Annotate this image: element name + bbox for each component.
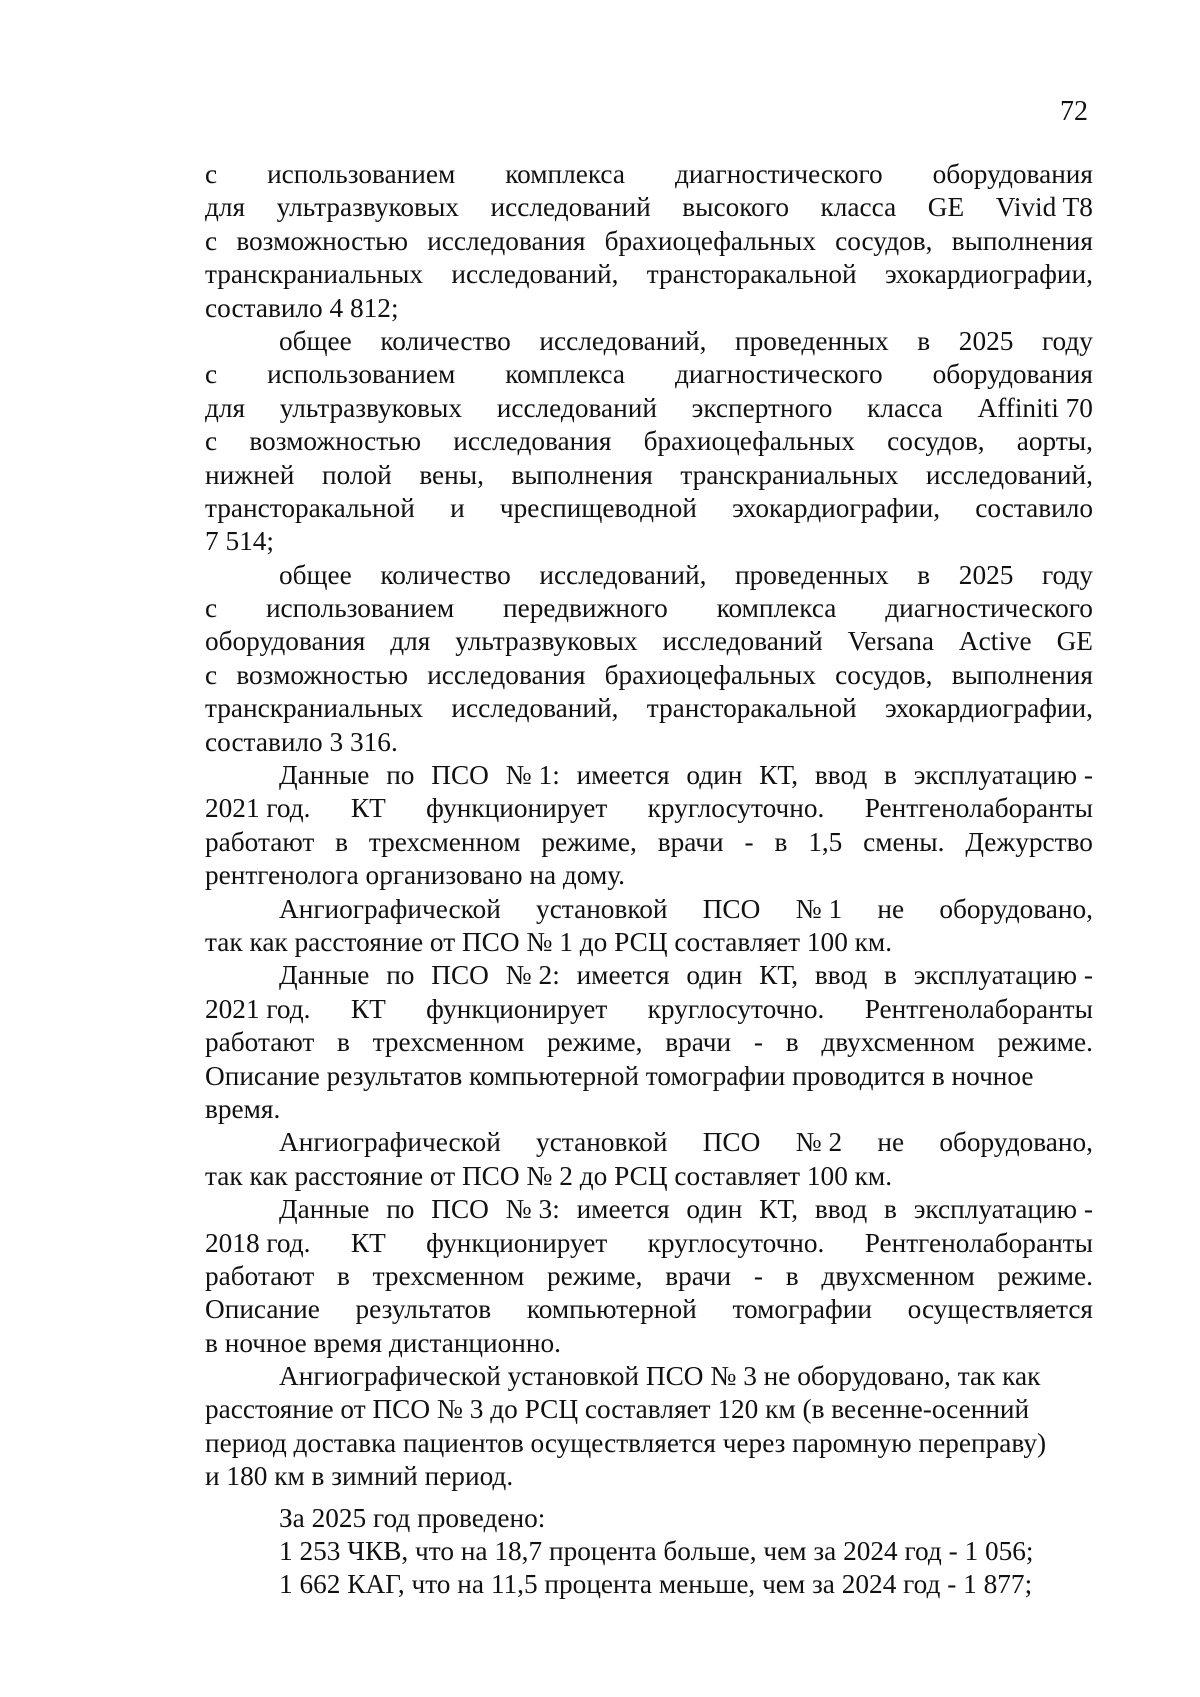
text-line: [205, 1126, 1093, 1159]
text-word: режиме,: [547, 1260, 643, 1291]
text-word: КТ: [350, 1227, 386, 1258]
text-line: [205, 158, 1093, 191]
text-word: году: [1042, 559, 1093, 590]
text-word: GE: [927, 192, 965, 223]
text-word: выполнения: [511, 459, 653, 490]
text-word: по: [386, 960, 415, 991]
text-word: возможностью: [236, 659, 408, 690]
text-word: по: [386, 760, 415, 791]
text-word: Ангиографической: [279, 1127, 501, 1158]
text-word: с: [205, 593, 218, 624]
text-word: не: [877, 893, 905, 924]
text-line: [205, 1060, 1093, 1093]
text-word: с: [205, 659, 218, 690]
text-line: [205, 893, 1093, 926]
text-word: так как расстояние от ПСО № 1 до РСЦ составляет 100 км.: [205, 926, 893, 957]
text-word: в: [774, 826, 788, 857]
text-word: оборудования: [205, 626, 366, 657]
text-word: трансторакальной: [646, 259, 857, 290]
text-word: для: [205, 192, 246, 223]
text-word: работают: [205, 1260, 315, 1291]
text-word: № 3:: [505, 1194, 560, 1225]
text-word: Affiniti 70: [977, 392, 1093, 423]
text-word: результатов: [355, 1294, 492, 1325]
text-word: расстояние от ПСО № 3 до РСЦ составляет 120 км (в весенне-осенний: [205, 1394, 1030, 1425]
text-word: возможностью: [236, 225, 408, 256]
text-word: время.: [205, 1093, 281, 1124]
text-word: количество: [380, 325, 511, 356]
text-word: функционирует: [426, 793, 608, 824]
text-word: За 2025 год проведено:: [279, 1502, 546, 1533]
text-word: КТ,: [759, 960, 799, 991]
text-word: комплекса: [505, 359, 625, 390]
text-word: в: [337, 1260, 350, 1291]
text-line: [205, 1327, 1093, 1360]
text-word: оборудования: [932, 359, 1093, 390]
text-word: оборудовано,: [939, 893, 1093, 924]
text-line: [205, 525, 1093, 558]
text-line: [205, 358, 1093, 391]
text-word: ПСО: [431, 1194, 489, 1225]
text-word: осуществляется: [907, 1294, 1093, 1325]
text-word: исследований,: [925, 459, 1093, 490]
text-word: режиме.: [997, 1027, 1093, 1058]
text-word: брахиоцефальных: [643, 426, 855, 457]
text-word: круглосуточно.: [647, 1227, 825, 1258]
text-word: ввод: [814, 960, 868, 991]
text-line: [205, 1160, 1093, 1193]
text-line: [205, 592, 1093, 625]
text-word: Данные: [279, 760, 370, 791]
text-word: возможностью: [249, 426, 422, 457]
text-line: [205, 759, 1093, 792]
text-word: 2018 год.: [205, 1227, 311, 1258]
text-word: КТ,: [759, 760, 799, 791]
text-line: [205, 292, 1093, 325]
text-word: трехсменном: [372, 1027, 525, 1058]
text-line: [205, 959, 1093, 992]
text-word: с: [205, 159, 218, 189]
text-line: [205, 492, 1093, 525]
text-word: так как расстояние от ПСО № 2 до РСЦ составляет 100 км.: [205, 1160, 893, 1191]
text-word: эхокардиографии,: [884, 693, 1093, 724]
text-word: работают: [205, 1027, 315, 1058]
text-word: транскраниальных: [205, 693, 424, 724]
text-word: выполнения: [951, 225, 1093, 256]
text-word: исследования: [427, 225, 586, 256]
text-line: [205, 1293, 1093, 1326]
text-word: аорты,: [1016, 426, 1093, 457]
text-word: 7 514;: [205, 526, 275, 557]
text-line: [205, 726, 1093, 759]
text-word: эксплуатацию -: [913, 1194, 1093, 1225]
text-word: 1 662 КАГ, что на 11,5 процента меньше, чем за 2024 год - 1 877;: [279, 1569, 1033, 1600]
text-word: диагностического: [674, 159, 883, 189]
text-word: установкой: [536, 1127, 668, 1158]
text-word: использованием: [267, 359, 456, 390]
text-word: с: [205, 225, 218, 256]
text-line: [205, 1502, 1093, 1535]
text-word: исследования: [453, 426, 612, 457]
text-word: КТ: [350, 793, 386, 824]
text-word: в: [884, 960, 897, 991]
text-word: двухсменном: [821, 1027, 975, 1058]
text-word: один: [686, 760, 743, 791]
text-line: [205, 692, 1093, 725]
text-word: трехсменном: [368, 826, 521, 857]
text-word: проведенных: [735, 325, 889, 356]
text-word: вены,: [419, 459, 484, 490]
text-line: [205, 659, 1093, 692]
text-word: диагностического: [885, 593, 1093, 624]
text-line: [205, 1360, 1093, 1393]
text-word: ввод: [814, 760, 868, 791]
text-word: работают: [205, 826, 315, 857]
text-word: в: [884, 760, 897, 791]
text-word: класса: [820, 192, 897, 223]
text-word: GE: [1056, 626, 1093, 657]
text-word: исследования: [427, 659, 586, 690]
text-line: [205, 1227, 1093, 1260]
text-word: сосудов,: [835, 225, 933, 256]
text-word: оборудовано,: [939, 1127, 1093, 1158]
text-word: количество: [380, 559, 511, 590]
text-word: ПСО: [702, 893, 761, 924]
text-word: 1,5: [808, 826, 843, 857]
text-word: КТ: [350, 993, 386, 1024]
text-word: двухсменном: [821, 1260, 975, 1291]
text-word: круглосуточно.: [647, 793, 825, 824]
text-word: № 2: [795, 1127, 843, 1158]
text-word: период доставка пациентов осуществляется через паромную переправу): [205, 1427, 1047, 1458]
text-word: в ночное время дистанционно.: [205, 1327, 561, 1358]
text-line: [205, 1093, 1093, 1126]
text-word: эхокардиографии,: [884, 259, 1093, 290]
text-line: [205, 993, 1093, 1026]
text-line: [205, 1535, 1093, 1568]
text-word: полой: [321, 459, 392, 490]
text-word: 2025: [958, 325, 1014, 356]
text-word: эксплуатацию -: [913, 960, 1093, 991]
text-word: общее: [279, 325, 352, 356]
text-word: в: [785, 1260, 799, 1291]
text-word: выполнения: [951, 659, 1093, 690]
text-word: трансторакальной: [646, 693, 857, 724]
text-word: чреспищеводной: [499, 492, 697, 523]
text-word: использованием: [265, 593, 455, 624]
text-word: эксплуатацию -: [913, 760, 1093, 791]
text-word: сосудов,: [887, 426, 985, 457]
text-word: ультразвуковых: [276, 192, 459, 223]
text-word: в: [917, 559, 931, 590]
text-line: [205, 826, 1093, 859]
text-word: общее: [279, 559, 352, 590]
text-line: [205, 191, 1093, 224]
text-word: Ангиографической установкой ПСО № 3 не оборудовано, так как: [279, 1361, 1041, 1392]
text-word: режиме,: [541, 826, 637, 857]
text-word: ультразвуковых: [279, 392, 463, 423]
text-word: -: [744, 826, 754, 857]
text-line: [205, 926, 1093, 959]
text-line: [205, 1393, 1093, 1426]
text-word: диагностического: [674, 359, 883, 390]
text-word: 2025: [958, 559, 1014, 590]
text-word: режиме.: [997, 1260, 1093, 1291]
text-line: [205, 792, 1093, 825]
text-line: [205, 325, 1093, 358]
text-word: имеется: [576, 960, 670, 991]
text-word: Active: [958, 626, 1032, 657]
text-line: [205, 625, 1093, 658]
text-word: 2021 год.: [205, 793, 311, 824]
text-word: Ангиографической: [279, 893, 501, 924]
text-word: в: [337, 1027, 350, 1058]
text-word: составило 4 812;: [205, 292, 399, 323]
text-line: [205, 392, 1093, 425]
text-word: Описание: [205, 1294, 320, 1325]
text-word: 1 253 ЧКВ, что на 18,7 процента больше, чем за 2024 год - 1 056;: [279, 1536, 1034, 1567]
text-word: исследований,: [539, 325, 707, 356]
text-word: с: [205, 426, 218, 457]
text-line: [205, 1260, 1093, 1293]
text-word: томографии: [732, 1294, 872, 1325]
text-word: комплекса: [505, 159, 625, 189]
text-word: использованием: [267, 159, 456, 189]
text-line: [205, 225, 1093, 258]
text-word: эхокардиографии,: [732, 492, 941, 523]
text-word: исследований,: [539, 559, 707, 590]
text-word: функционирует: [426, 993, 608, 1024]
text-word: один: [686, 1194, 743, 1225]
body-text: [205, 158, 1093, 1602]
text-word: году: [1042, 325, 1093, 356]
text-line: [205, 1193, 1093, 1226]
text-word: комплекса: [716, 593, 837, 624]
text-word: Дежурство: [965, 826, 1093, 857]
text-word: 2021 год.: [205, 993, 311, 1024]
text-word: для: [390, 626, 431, 657]
text-word: ПСО: [702, 1127, 761, 1158]
text-word: брахиоцефальных: [604, 659, 816, 690]
text-line: [205, 425, 1093, 458]
text-word: в: [785, 1027, 799, 1058]
text-word: в: [335, 826, 349, 857]
text-word: № 1: [795, 893, 843, 924]
text-line: [205, 559, 1093, 592]
text-word: исследований: [490, 192, 651, 223]
text-word: врачи: [665, 1260, 732, 1291]
text-word: Vivid T8: [995, 192, 1093, 223]
text-word: круглосуточно.: [647, 993, 825, 1024]
text-word: транскраниальных: [205, 259, 424, 290]
text-line: [205, 1568, 1093, 1601]
text-word: передвижного: [503, 593, 668, 624]
text-word: режиме,: [547, 1027, 643, 1058]
text-word: Рентгенолаборанты: [864, 793, 1093, 824]
text-word: Описание результатов компьютерной томографии проводится в ночное: [205, 1060, 1034, 1091]
text-line: [205, 459, 1093, 492]
text-word: функционирует: [426, 1227, 608, 1258]
text-word: КТ,: [759, 1194, 799, 1225]
text-word: составило: [975, 492, 1093, 523]
page-number: 72: [1060, 96, 1088, 127]
text-word: ультразвуковых: [455, 626, 638, 657]
text-word: транскраниальных: [680, 459, 899, 490]
text-word: трехсменном: [372, 1260, 525, 1291]
text-word: в: [884, 1194, 897, 1225]
text-word: компьютерной: [526, 1294, 697, 1325]
text-word: -: [753, 1027, 763, 1058]
text-word: врачи: [665, 1027, 732, 1058]
text-word: исследований: [496, 392, 657, 423]
text-word: и 180 км в зимний период.: [205, 1461, 514, 1492]
text-word: один: [686, 960, 743, 991]
text-word: брахиоцефальных: [604, 225, 816, 256]
text-line: [205, 258, 1093, 291]
paragraph-gap: [205, 1494, 1093, 1502]
text-word: сосудов,: [835, 659, 933, 690]
text-word: трансторакальной: [205, 492, 415, 523]
text-word: ввод: [814, 1194, 868, 1225]
text-word: рентгенолога организовано на дому.: [205, 860, 625, 891]
text-word: ПСО: [431, 760, 489, 791]
text-word: класса: [867, 392, 943, 423]
text-word: составило 3 316.: [205, 726, 398, 757]
text-word: по: [386, 1194, 415, 1225]
text-word: исследований,: [451, 693, 619, 724]
text-word: врачи: [657, 826, 724, 857]
text-word: -: [753, 1260, 763, 1291]
text-word: Versana: [847, 626, 934, 657]
text-word: в: [917, 325, 931, 356]
text-line: [205, 1460, 1093, 1493]
text-word: имеется: [576, 1194, 670, 1225]
text-word: исследований,: [451, 259, 619, 290]
text-word: ПСО: [431, 960, 489, 991]
text-word: с: [205, 359, 218, 390]
text-word: экспертного: [691, 392, 833, 423]
text-word: Данные: [279, 960, 370, 991]
text-word: № 2:: [505, 960, 560, 991]
text-word: Данные: [279, 1194, 370, 1225]
text-line: [205, 1026, 1093, 1059]
text-word: установкой: [536, 893, 668, 924]
text-word: проведенных: [735, 559, 889, 590]
text-line: [205, 1427, 1093, 1460]
text-line: [205, 859, 1093, 892]
text-word: высокого: [682, 192, 789, 223]
text-word: для: [205, 392, 246, 423]
text-word: оборудования: [932, 159, 1093, 189]
text-word: нижней: [205, 459, 295, 490]
text-word: исследований: [662, 626, 823, 657]
text-word: имеется: [576, 760, 670, 791]
text-word: смены.: [863, 826, 945, 857]
text-word: не: [877, 1127, 905, 1158]
text-word: Рентгенолаборанты: [864, 993, 1093, 1024]
text-word: и: [450, 492, 465, 523]
text-word: Рентгенолаборанты: [864, 1227, 1093, 1258]
text-word: № 1:: [505, 760, 560, 791]
